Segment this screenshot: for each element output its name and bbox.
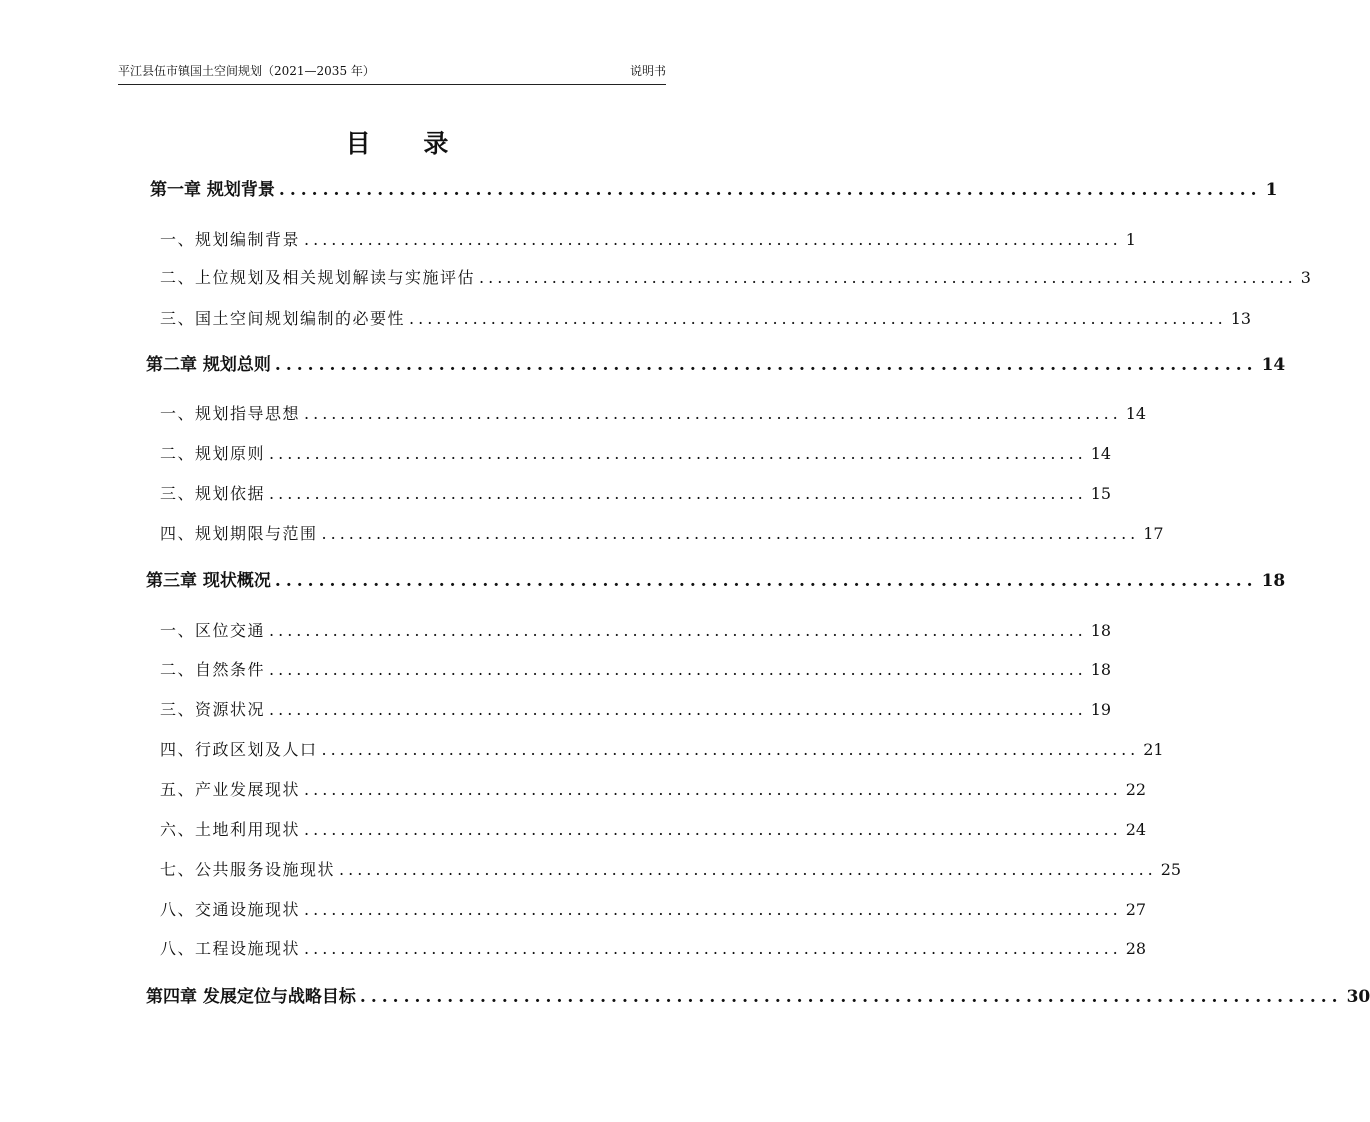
toc-entry-page: 21 — [1143, 740, 1164, 759]
toc-entry-label: 三、规划依据 — [160, 484, 266, 503]
toc-entry-label: 二、上位规划及相关规划解读与实施评估 — [160, 268, 476, 287]
dot-leader: .......................................................................................... — [274, 571, 1258, 591]
toc-entry-section-3-8[interactable] — [160, 896, 1147, 924]
toc-entry-section-3-9[interactable] — [160, 935, 1147, 963]
toc-entry-label: 六、土地利用现状 — [160, 820, 301, 839]
toc-entry-label: 一、区位交通 — [160, 621, 266, 640]
toc-entry-page: 14 — [1125, 404, 1147, 423]
toc-entry-section-2-1[interactable] — [160, 400, 1147, 428]
header-document-type: 说明书 — [629, 64, 666, 78]
toc-entry-label: 四、规划期限与范围 — [160, 524, 318, 543]
toc-entry-section-3-2[interactable] — [160, 656, 1112, 684]
toc-entry-page: 18 — [1261, 571, 1286, 591]
toc-entry-label: 五、产业发展现状 — [160, 780, 301, 799]
toc-entry-section-2-3[interactable] — [160, 480, 1112, 508]
running-header — [118, 62, 666, 85]
toc-entry-label: 八、交通设施现状 — [160, 900, 301, 919]
dot-leader: .......................................................................................... — [359, 987, 1343, 1007]
toc-entry-label: 三、国土空间规划编制的必要性 — [160, 309, 406, 328]
header-document-title: 平江县伍市镇国土空间规划（2021—2035 年） — [118, 64, 375, 78]
toc-entry-page: 1 — [1125, 230, 1136, 249]
dot-leader: .......................................................................................... — [304, 404, 1122, 423]
toc-entry-label: 第四章 发展定位与战略目标 — [146, 987, 356, 1007]
toc-entry-section-3-5[interactable] — [160, 776, 1147, 804]
toc-entry-section-1-3[interactable] — [160, 305, 1252, 333]
toc-entry-section-1-1[interactable] — [160, 226, 1136, 254]
toc-entry-page: 14 — [1261, 355, 1286, 375]
toc-entry-page: 27 — [1125, 900, 1147, 919]
dot-leader: .......................................................................................... — [304, 780, 1122, 799]
toc-entry-chapter-3[interactable] — [146, 567, 1286, 595]
dot-leader: .......................................................................................... — [269, 660, 1087, 679]
toc-entry-page: 17 — [1143, 524, 1164, 543]
toc-entry-page: 15 — [1090, 484, 1112, 503]
toc-entry-section-3-1[interactable] — [160, 617, 1112, 645]
toc-entry-label: 第一章 规划背景 — [150, 180, 275, 200]
dot-leader: .......................................................................................... — [269, 700, 1087, 719]
toc-entry-section-3-4[interactable] — [160, 736, 1164, 764]
toc-entry-section-1-2[interactable] — [160, 264, 1311, 292]
toc-title: 目 录 — [345, 129, 471, 158]
toc-entry-chapter-4[interactable] — [146, 983, 1370, 1011]
toc-entry-label: 一、规划编制背景 — [160, 230, 301, 249]
toc-entry-label: 第二章 规划总则 — [146, 355, 271, 375]
toc-entry-page: 24 — [1125, 820, 1147, 839]
toc-entry-label: 三、资源状况 — [160, 700, 266, 719]
dot-leader: .......................................................................................... — [278, 180, 1262, 200]
toc-entry-page: 30 — [1346, 987, 1370, 1007]
dot-leader: .......................................................................................... — [321, 740, 1140, 759]
toc-entry-page: 18 — [1090, 621, 1112, 640]
dot-leader: .......................................................................................... — [304, 939, 1122, 958]
toc-entry-chapter-2[interactable] — [146, 351, 1286, 379]
toc-entry-page: 22 — [1125, 780, 1147, 799]
toc-entry-label: 四、行政区划及人口 — [160, 740, 318, 759]
toc-entry-section-3-7[interactable] — [160, 856, 1182, 884]
toc-entry-section-2-4[interactable] — [160, 520, 1164, 548]
toc-entry-label: 七、公共服务设施现状 — [160, 860, 336, 879]
toc-entry-section-3-6[interactable] — [160, 816, 1147, 844]
dot-leader: .......................................................................................... — [269, 444, 1087, 463]
toc-entry-page: 14 — [1090, 444, 1112, 463]
toc-entry-page: 18 — [1090, 660, 1112, 679]
dot-leader: .......................................................................................... — [321, 524, 1140, 543]
toc-entry-page: 19 — [1090, 700, 1112, 719]
toc-entry-page: 28 — [1125, 939, 1147, 958]
toc-entry-label: 二、自然条件 — [160, 660, 266, 679]
dot-leader: .......................................................................................... — [479, 268, 1297, 287]
dot-leader: .......................................................................................... — [269, 621, 1087, 640]
dot-leader: .......................................................................................... — [304, 230, 1122, 249]
toc-entry-chapter-1[interactable] — [150, 176, 1278, 204]
toc-entry-label: 一、规划指导思想 — [160, 404, 301, 423]
toc-entry-label: 二、规划原则 — [160, 444, 266, 463]
dot-leader: .......................................................................................... — [409, 309, 1227, 328]
dot-leader: .......................................................................................... — [304, 820, 1122, 839]
toc-entry-page: 25 — [1160, 860, 1182, 879]
toc-entry-section-3-3[interactable] — [160, 696, 1112, 724]
dot-leader: .......................................................................................... — [304, 900, 1122, 919]
toc-entry-label: 八、工程设施现状 — [160, 939, 301, 958]
dot-leader: .......................................................................................... — [274, 355, 1258, 375]
toc-entry-page: 3 — [1300, 268, 1311, 287]
toc-entry-label: 第三章 现状概况 — [146, 571, 271, 591]
dot-leader: .......................................................................................... — [269, 484, 1087, 503]
toc-entry-section-2-2[interactable] — [160, 440, 1112, 468]
toc-entry-page: 1 — [1265, 180, 1278, 200]
dot-leader: .......................................................................................... — [339, 860, 1157, 879]
toc-entry-page: 13 — [1230, 309, 1252, 328]
